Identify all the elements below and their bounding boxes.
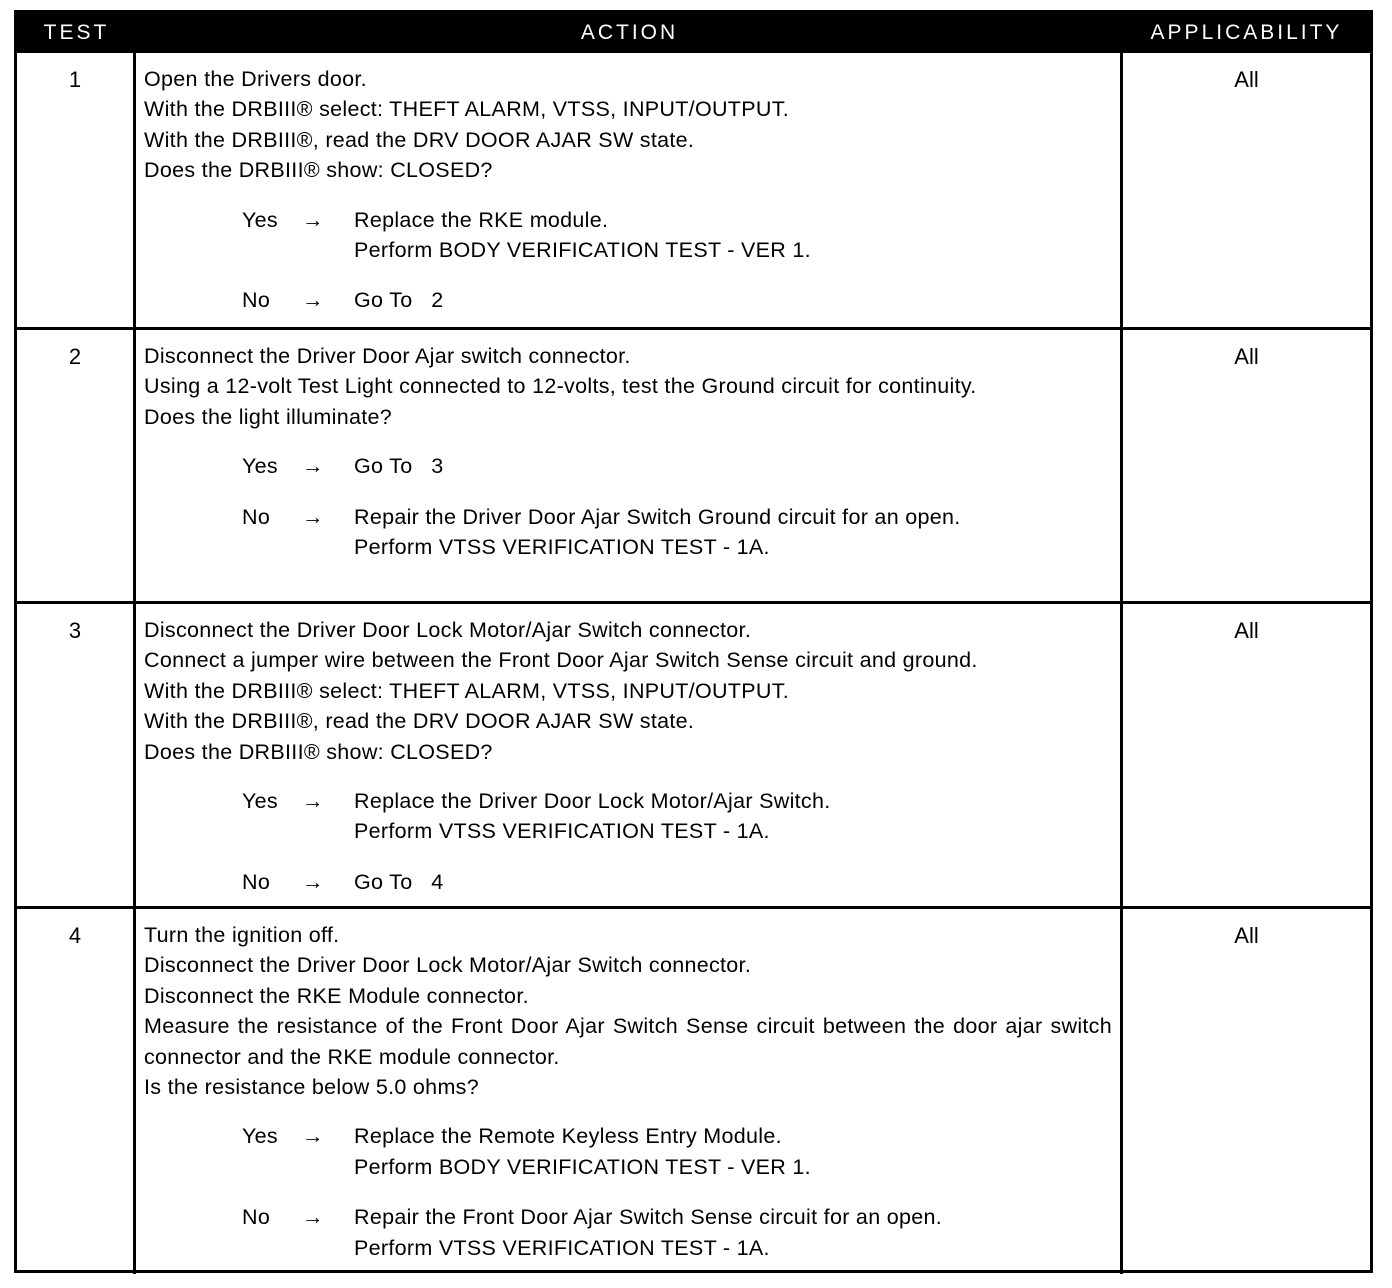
applicability-value: All	[1234, 618, 1259, 643]
header-test: TEST	[43, 21, 110, 44]
action-cell	[136, 330, 1123, 601]
instruction-line: Go To 4	[354, 869, 444, 894]
table-row	[17, 906, 1370, 1274]
no-label: No	[242, 869, 271, 894]
action-step: Does the DRBIII® show: CLOSED?	[144, 739, 493, 764]
test-number: 1	[17, 53, 136, 327]
instruction-line: Go To 3	[354, 454, 444, 479]
action-cell	[136, 909, 1123, 1274]
action-step: With the DRBIII®, read the DRV DOOR AJAR SW state.	[144, 127, 695, 152]
test-number: 3	[17, 604, 136, 906]
action-step: With the DRBIII® select: THEFT ALARM, VTSS, INPUT/OUTPUT.	[144, 678, 790, 703]
no-answer	[242, 1202, 1112, 1263]
applicability-value: All	[1234, 923, 1259, 948]
no-label: No	[242, 288, 271, 313]
yes-instructions	[354, 451, 1112, 481]
arrow-icon: →	[302, 869, 324, 894]
no-instructions	[354, 285, 1112, 315]
action-cell	[136, 604, 1123, 906]
no-instructions	[354, 867, 1112, 897]
arrow-icon: →	[302, 504, 324, 529]
instruction-line: Perform VTSS VERIFICATION TEST - 1A.	[354, 535, 770, 560]
instruction-line: Repair the Front Door Ajar Switch Sense circuit for an open.	[354, 1205, 943, 1230]
action-step: Is the resistance below 5.0 ohms?	[144, 1075, 479, 1100]
table-header	[17, 13, 1370, 53]
yes-label: Yes	[242, 789, 278, 814]
instruction-line: Replace the RKE module.	[354, 207, 609, 232]
yes-label: Yes	[242, 1124, 278, 1149]
table-row	[17, 327, 1370, 601]
test-number: 4	[17, 909, 136, 1274]
arrow-icon: →	[302, 789, 324, 814]
arrow-icon: →	[302, 454, 324, 479]
diagnostic-test-table	[14, 10, 1373, 1273]
yes-label: Yes	[242, 207, 278, 232]
arrow-icon: →	[302, 288, 324, 313]
action-step: Using a 12-volt Test Light connected to 12-volts, test the Ground circuit for continuity.	[144, 374, 977, 399]
action-step: Measure the resistance of the Front Door Ajar Switch Sense circuit between the door ajar switch connector and the RKE module connector.	[144, 1014, 1112, 1069]
arrow-icon: →	[302, 1124, 324, 1149]
instruction-line: Repair the Driver Door Ajar Switch Ground circuit for an open.	[354, 504, 961, 529]
no-label: No	[242, 504, 271, 529]
yes-answer	[242, 451, 1112, 481]
no-instructions	[354, 1202, 1112, 1263]
yes-instructions	[354, 1121, 1112, 1182]
answer-block	[144, 205, 1112, 316]
yes-instructions	[354, 205, 1112, 266]
action-step: Does the light illuminate?	[144, 404, 393, 429]
no-answer	[242, 285, 1112, 315]
answer-block	[144, 786, 1112, 897]
action-step: Disconnect the Driver Door Lock Motor/Ajar Switch connector.	[144, 618, 752, 642]
applicability-value: All	[1234, 67, 1259, 92]
yes-answer	[242, 1121, 1112, 1182]
yes-instructions	[354, 786, 1112, 847]
header-action: ACTION	[580, 21, 679, 44]
applicability-value: All	[1234, 344, 1259, 369]
action-step: Connect a jumper wire between the Front Door Ajar Switch Sense circuit and ground.	[144, 648, 978, 673]
arrow-icon: →	[302, 1205, 324, 1230]
action-step: Open the Drivers door.	[144, 67, 367, 91]
table-row	[17, 53, 1370, 327]
yes-answer	[242, 205, 1112, 266]
answer-block	[144, 1121, 1112, 1263]
action-step: Does the DRBIII® show: CLOSED?	[144, 158, 493, 183]
no-label: No	[242, 1205, 271, 1230]
no-answer	[242, 502, 1112, 563]
yes-answer	[242, 786, 1112, 847]
action-step: Turn the ignition off.	[144, 923, 340, 947]
action-step: With the DRBIII® select: THEFT ALARM, VTSS, INPUT/OUTPUT.	[144, 97, 790, 122]
header-applicability: APPLICABILITY	[1150, 21, 1343, 44]
table-body	[17, 53, 1370, 1274]
instruction-line: Replace the Remote Keyless Entry Module.	[354, 1124, 782, 1149]
yes-label: Yes	[242, 454, 278, 479]
action-step: With the DRBIII®, read the DRV DOOR AJAR SW state.	[144, 709, 695, 734]
instruction-line: Perform VTSS VERIFICATION TEST - 1A.	[354, 819, 770, 844]
action-step: Disconnect the Driver Door Ajar switch connector.	[144, 344, 631, 368]
instruction-line: Perform BODY VERIFICATION TEST - VER 1.	[354, 1154, 811, 1179]
instruction-line: Perform BODY VERIFICATION TEST - VER 1.	[354, 238, 811, 263]
answer-block	[144, 451, 1112, 562]
table-row	[17, 601, 1370, 906]
arrow-icon: →	[302, 207, 324, 232]
no-answer	[242, 867, 1112, 897]
instruction-line: Go To 2	[354, 288, 444, 313]
no-instructions	[354, 502, 1112, 563]
instruction-line: Perform VTSS VERIFICATION TEST - 1A.	[354, 1235, 770, 1260]
instruction-line: Replace the Driver Door Lock Motor/Ajar Switch.	[354, 789, 831, 814]
action-cell	[136, 53, 1123, 327]
action-step: Disconnect the RKE Module connector.	[144, 983, 529, 1008]
test-number: 2	[17, 330, 136, 601]
action-step: Disconnect the Driver Door Lock Motor/Ajar Switch connector.	[144, 953, 752, 978]
